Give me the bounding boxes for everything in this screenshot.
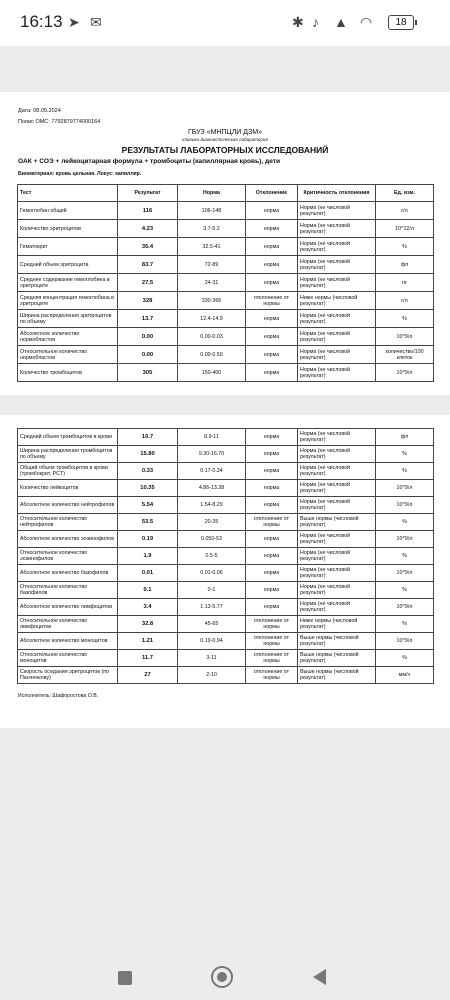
cell-criticality: Норма (не числовой результат) bbox=[298, 446, 376, 463]
cell-result: 83.7 bbox=[118, 256, 178, 274]
cell-criticality: Норма (не числовой результат) bbox=[298, 497, 376, 514]
cell-test: Относительное количество нейтрофилов bbox=[18, 514, 118, 531]
cell-norm: 3.7-5.2 bbox=[178, 220, 246, 238]
table-row bbox=[18, 292, 434, 310]
cell-unit: г/л bbox=[376, 292, 434, 310]
cell-test: Абсолютное количество эозинофилов bbox=[18, 531, 118, 548]
home-button[interactable] bbox=[211, 966, 233, 988]
cell-deviation: норма bbox=[246, 238, 298, 256]
table-row bbox=[18, 565, 434, 582]
cell-criticality: Норма (не числовой результат) bbox=[298, 346, 376, 364]
table-row bbox=[18, 446, 434, 463]
doc-subtitle: ОАК + СОЭ + лейкоцитарная формула + тромбоциты (капиллярная кровь), дети bbox=[18, 158, 281, 165]
cell-test: Относительное количество базофилов bbox=[18, 582, 118, 599]
cell-result: 53.5 bbox=[118, 514, 178, 531]
table-row bbox=[18, 497, 434, 514]
document-page-1 bbox=[0, 92, 450, 395]
cell-deviation: норма bbox=[246, 429, 298, 446]
doc-title: РЕЗУЛЬТАТЫ ЛАБОРАТОРНЫХ ИССЛЕДОВАНИЙ bbox=[121, 145, 329, 155]
cell-unit: % bbox=[376, 616, 434, 633]
cell-deviation: отклонение от нормы bbox=[246, 650, 298, 667]
cell-result: 13.7 bbox=[118, 310, 178, 328]
cell-test: Абсолютное количество нормобластов bbox=[18, 328, 118, 346]
cell-deviation: норма bbox=[246, 364, 298, 382]
cell-criticality: Выше нормы (числовой результат) bbox=[298, 667, 376, 684]
table-row bbox=[18, 667, 434, 684]
cell-criticality: Норма (не числовой результат) bbox=[298, 328, 376, 346]
cell-criticality: Норма (не числовой результат) bbox=[298, 310, 376, 328]
cell-test: Общий объем тромбоцитов в крови (тромбокрит, PCT) bbox=[18, 463, 118, 480]
cell-test: Количество эритроцитов bbox=[18, 220, 118, 238]
cell-deviation: отклонение от нормы bbox=[246, 514, 298, 531]
cell-deviation: норма bbox=[246, 531, 298, 548]
cell-test: Средняя концентрация гемоглобина в эритроците bbox=[18, 292, 118, 310]
cell-deviation: отклонение от нормы bbox=[246, 633, 298, 650]
cell-deviation: отклонение от нормы bbox=[246, 616, 298, 633]
table-row bbox=[18, 328, 434, 346]
signal-icon: ▲ bbox=[334, 14, 348, 30]
table-row bbox=[18, 346, 434, 364]
cell-test: Абсолютное количество базофилов bbox=[18, 565, 118, 582]
cell-test: Гематокрит bbox=[18, 238, 118, 256]
org-name: ГБУЗ «МНПЦЛИ ДЗМ» bbox=[188, 129, 262, 136]
cell-deviation: норма bbox=[246, 582, 298, 599]
cell-norm: 150-400 bbox=[178, 364, 246, 382]
table-row bbox=[18, 310, 434, 328]
cell-criticality: Норма (не числовой результат) bbox=[298, 480, 376, 497]
table-row bbox=[18, 599, 434, 616]
cell-norm: 8.9-11 bbox=[178, 429, 246, 446]
cell-result: 0.1 bbox=[118, 582, 178, 599]
cell-unit: % bbox=[376, 238, 434, 256]
cell-unit: количество/100 клеток bbox=[376, 346, 434, 364]
cell-deviation: норма bbox=[246, 328, 298, 346]
cell-criticality: Выше нормы (числовой результат) bbox=[298, 514, 376, 531]
cell-deviation: норма bbox=[246, 220, 298, 238]
cell-test: Абсолютное количество нейтрофилов bbox=[18, 497, 118, 514]
cell-result: 305 bbox=[118, 364, 178, 382]
cell-norm: 106-148 bbox=[178, 202, 246, 220]
cell-norm: 72-89 bbox=[178, 256, 246, 274]
cell-unit: мм/ч bbox=[376, 667, 434, 684]
cell-criticality: Норма (не числовой результат) bbox=[298, 565, 376, 582]
cell-test: Ширина распределения эритроцитов по объему bbox=[18, 310, 118, 328]
cell-deviation: норма bbox=[246, 346, 298, 364]
cell-criticality: Норма (не числовой результат) bbox=[298, 531, 376, 548]
table-row bbox=[18, 202, 434, 220]
cell-result: 0.33 bbox=[118, 463, 178, 480]
cell-criticality: Норма (не числовой результат) bbox=[298, 429, 376, 446]
table-header bbox=[18, 185, 434, 202]
back-button[interactable] bbox=[313, 969, 326, 985]
telegram-icon: ➤ bbox=[68, 14, 80, 30]
cell-result: 27.5 bbox=[118, 274, 178, 292]
cell-unit: 10^12/л bbox=[376, 220, 434, 238]
table-row bbox=[18, 582, 434, 599]
cell-norm: 24-31 bbox=[178, 274, 246, 292]
cell-test: Скорость оседания эритроцитов (по Панченкову) bbox=[18, 667, 118, 684]
cell-test: Количество тромбоцитов bbox=[18, 364, 118, 382]
table-row bbox=[18, 429, 434, 446]
cell-unit: % bbox=[376, 446, 434, 463]
cell-norm: 0.00-0.50 bbox=[178, 346, 246, 364]
cell-norm: 2-10 bbox=[178, 667, 246, 684]
biomaterial: Биоматериал: кровь цельная. Локус: капилляр. bbox=[18, 171, 142, 177]
cell-test: Гемоглобин общий bbox=[18, 202, 118, 220]
table-row bbox=[18, 633, 434, 650]
cell-result: 15.80 bbox=[118, 446, 178, 463]
cell-unit: % bbox=[376, 514, 434, 531]
table-row bbox=[18, 463, 434, 480]
table-row bbox=[18, 220, 434, 238]
cell-criticality: Норма (не числовой результат) bbox=[298, 202, 376, 220]
table-row bbox=[18, 650, 434, 667]
cell-unit: 10^9/л bbox=[376, 565, 434, 582]
table-row bbox=[18, 616, 434, 633]
cell-norm: 1.54-8.29 bbox=[178, 497, 246, 514]
cell-deviation: норма bbox=[246, 310, 298, 328]
cell-norm: 0.00-0.03 bbox=[178, 328, 246, 346]
cell-deviation: норма bbox=[246, 202, 298, 220]
cell-result: 328 bbox=[118, 292, 178, 310]
cell-test: Ширина распределения тромбоцитов по объему bbox=[18, 446, 118, 463]
col-result: Результат bbox=[118, 185, 178, 202]
cell-norm: 0.01-0.06 bbox=[178, 565, 246, 582]
cell-criticality: Норма (не числовой результат) bbox=[298, 463, 376, 480]
cell-criticality: Норма (не числовой результат) bbox=[298, 582, 376, 599]
cell-criticality: Норма (не числовой результат) bbox=[298, 599, 376, 616]
cell-norm: 45-65 bbox=[178, 616, 246, 633]
cell-criticality: Норма (не числовой результат) bbox=[298, 256, 376, 274]
results-table-2 bbox=[17, 428, 434, 684]
table-row bbox=[18, 531, 434, 548]
col-norm: Норма bbox=[178, 185, 246, 202]
col-unit: Ед. изм. bbox=[376, 185, 434, 202]
executor: Исполнитель: Шафоростова О.В. bbox=[18, 693, 99, 699]
cell-deviation: норма bbox=[246, 446, 298, 463]
mute-icon: ♪ bbox=[312, 14, 319, 30]
cell-result: 35.4 bbox=[118, 238, 178, 256]
cell-norm: 20-35 bbox=[178, 514, 246, 531]
cell-norm: 0.5-5 bbox=[178, 548, 246, 565]
cell-result: 1.9 bbox=[118, 548, 178, 565]
bluetooth-icon: ✱ bbox=[292, 14, 304, 30]
cell-deviation: норма bbox=[246, 548, 298, 565]
cell-test: Относительное количество моноцитов bbox=[18, 650, 118, 667]
document-page-2 bbox=[0, 415, 450, 728]
cell-norm: 0.19-0.94 bbox=[178, 633, 246, 650]
cell-deviation: норма bbox=[246, 274, 298, 292]
status-time: 16:13 bbox=[20, 12, 63, 31]
cell-criticality: Норма (не числовой результат) bbox=[298, 274, 376, 292]
cell-result: 116 bbox=[118, 202, 178, 220]
cell-criticality: Выше нормы (числовой результат) bbox=[298, 633, 376, 650]
cell-norm: 0-1 bbox=[178, 582, 246, 599]
cell-test: Относительное количество нормобластов bbox=[18, 346, 118, 364]
cell-unit: 10^9/л bbox=[376, 328, 434, 346]
cell-unit: % bbox=[376, 650, 434, 667]
recents-button[interactable] bbox=[118, 971, 132, 985]
cell-test: Средний объем тромбоцитов в крови bbox=[18, 429, 118, 446]
cell-test: Относительное количество эозинофилов bbox=[18, 548, 118, 565]
cell-deviation: норма bbox=[246, 256, 298, 274]
cell-test: Среднее содержание гемоглобина в эритроците bbox=[18, 274, 118, 292]
cell-test: Абсолютное количество моноцитов bbox=[18, 633, 118, 650]
cell-deviation: норма bbox=[246, 463, 298, 480]
cell-deviation: норма bbox=[246, 480, 298, 497]
cell-result: 4.23 bbox=[118, 220, 178, 238]
cell-norm: 0.050-53 bbox=[178, 531, 246, 548]
cell-criticality: Норма (не числовой результат) bbox=[298, 220, 376, 238]
cell-norm: 4.86-13.38 bbox=[178, 480, 246, 497]
cell-unit: % bbox=[376, 310, 434, 328]
doc-date: Дата: 08.05.2024 bbox=[18, 108, 61, 114]
cell-norm: 9.30-16.70 bbox=[178, 446, 246, 463]
cell-unit: % bbox=[376, 548, 434, 565]
table-row bbox=[18, 514, 434, 531]
cell-unit: 10^9/л bbox=[376, 364, 434, 382]
cell-norm: 1.13-5.77 bbox=[178, 599, 246, 616]
cell-unit: % bbox=[376, 582, 434, 599]
cell-result: 0.01 bbox=[118, 565, 178, 582]
cell-deviation: норма bbox=[246, 599, 298, 616]
cell-result: 3.4 bbox=[118, 599, 178, 616]
status-bar bbox=[0, 0, 450, 46]
cell-criticality: Ниже нормы (числовой результат) bbox=[298, 292, 376, 310]
cell-deviation: отклонение от нормы bbox=[246, 667, 298, 684]
cell-unit: г/л bbox=[376, 202, 434, 220]
message-icon: ✉ bbox=[90, 14, 102, 30]
cell-test: Абсолютное количество лимфоцитов bbox=[18, 599, 118, 616]
cell-norm: 3-11 bbox=[178, 650, 246, 667]
cell-deviation: норма bbox=[246, 565, 298, 582]
col-deviation: Отклонение bbox=[246, 185, 298, 202]
col-test: Тест bbox=[18, 185, 118, 202]
cell-test: Относительное количество лимфоцитов bbox=[18, 616, 118, 633]
org-sub: клинико-диагностическая лаборатория bbox=[182, 137, 268, 142]
table-row bbox=[18, 274, 434, 292]
table-row bbox=[18, 548, 434, 565]
cell-criticality: Ниже нормы (числовой результат) bbox=[298, 616, 376, 633]
cell-unit: 10^9/л bbox=[376, 480, 434, 497]
cell-criticality: Выше нормы (числовой результат) bbox=[298, 650, 376, 667]
cell-unit: фл bbox=[376, 256, 434, 274]
cell-unit: пг bbox=[376, 274, 434, 292]
navigation-bar bbox=[0, 955, 450, 1000]
cell-norm: 32.5-41 bbox=[178, 238, 246, 256]
cell-unit: % bbox=[376, 463, 434, 480]
cell-result: 10.7 bbox=[118, 429, 178, 446]
table-row bbox=[18, 480, 434, 497]
cell-result: 32.8 bbox=[118, 616, 178, 633]
cell-deviation: отклонение от нормы bbox=[246, 292, 298, 310]
cell-test: Средний объем эритроцита bbox=[18, 256, 118, 274]
cell-unit: 10^9/л bbox=[376, 497, 434, 514]
cell-deviation: норма bbox=[246, 497, 298, 514]
battery-icon: 18 bbox=[388, 15, 414, 30]
cell-unit: 10^9/л bbox=[376, 599, 434, 616]
cell-result: 5.54 bbox=[118, 497, 178, 514]
cell-unit: фл bbox=[376, 429, 434, 446]
cell-norm: 0.17-0.34 bbox=[178, 463, 246, 480]
cell-result: 27 bbox=[118, 667, 178, 684]
cell-result: 0.00 bbox=[118, 346, 178, 364]
cell-criticality: Норма (не числовой результат) bbox=[298, 238, 376, 256]
table-row bbox=[18, 238, 434, 256]
table-row bbox=[18, 256, 434, 274]
cell-result: 1.21 bbox=[118, 633, 178, 650]
doc-policy: Полис ОМС: 7792879774000164 bbox=[18, 119, 101, 125]
table-row bbox=[18, 364, 434, 382]
col-criticality: Критичность отклонения bbox=[298, 185, 376, 202]
cell-result: 0.00 bbox=[118, 328, 178, 346]
cell-result: 10.35 bbox=[118, 480, 178, 497]
cell-norm: 12.4-14.9 bbox=[178, 310, 246, 328]
cell-result: 11.7 bbox=[118, 650, 178, 667]
cell-norm: 330-366 bbox=[178, 292, 246, 310]
results-table-1 bbox=[17, 184, 434, 382]
wifi-icon: ◠ bbox=[360, 14, 373, 30]
cell-result: 0.19 bbox=[118, 531, 178, 548]
cell-test: Количество лейкоцитов bbox=[18, 480, 118, 497]
cell-criticality: Норма (не числовой результат) bbox=[298, 364, 376, 382]
cell-criticality: Норма (не числовой результат) bbox=[298, 548, 376, 565]
cell-unit: 10^9/л bbox=[376, 633, 434, 650]
cell-unit: 10^9/л bbox=[376, 531, 434, 548]
